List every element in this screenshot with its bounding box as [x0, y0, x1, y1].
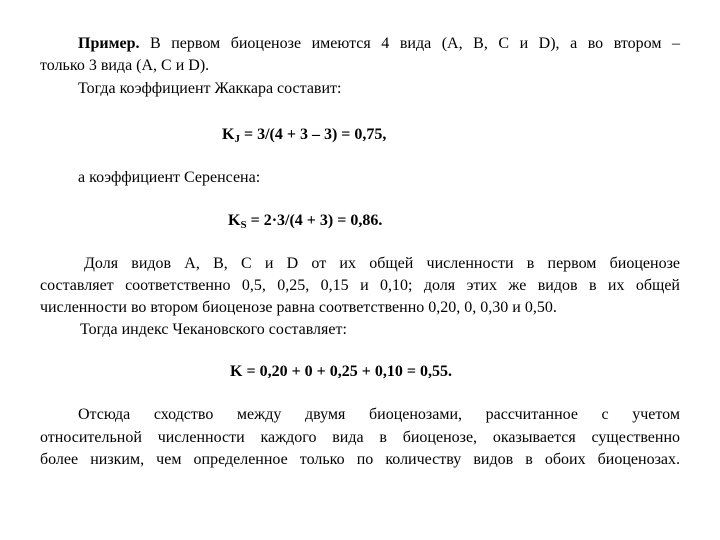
sorensen-intro: а коэффициент Серенсена:: [78, 169, 261, 186]
jaccard-symbol: K: [222, 126, 235, 143]
shares-line-1: Доля видов A, B, C и D от их общей численности в первом биоценозе: [84, 255, 680, 272]
conclusion-line-1: Отсюда сходство между двумя биоценозами, рассчитанное с учетом: [78, 406, 680, 423]
shares-line-3: численности во втором биоценозе равна соответственно 0,20, 0, 0,30 и 0,50.: [40, 299, 557, 316]
jaccard-subscript: J: [234, 133, 240, 145]
conclusion-line-2: относительной численности каждого вида в биоценозе, оказывается существенно: [40, 429, 680, 446]
jaccard-expression: = 3/(4 + 3 – 3) = 0,75,: [239, 126, 387, 143]
sorensen-symbol: K: [228, 212, 241, 229]
example-line-3: Тогда коэффициент Жаккара составит:: [78, 80, 342, 97]
sorensen-expression: = 2·3/(4 + 3) = 0,86.: [246, 212, 383, 229]
conclusion-line-3: более низким, чем определенное только по количеству видов в обоих биоценозах.: [40, 451, 680, 468]
sorensen-formula: [228, 211, 382, 231]
shares-line-2: составляет соответственно 0,5, 0,25, 0,15 и 0,10; доля этих же видов в их общей: [40, 277, 680, 294]
example-label: Пример.: [78, 35, 140, 52]
example-line-1-text: В первом биоценозе имеются 4 вида (A, B, C и D), а во втором –: [150, 35, 681, 52]
czekanowski-formula: K = 0,20 + 0 + 0,25 + 0,10 = 0,55.: [230, 363, 453, 380]
shares-line-4: Тогда индекс Чекановского составляет:: [80, 321, 347, 338]
sorensen-subscript: S: [240, 219, 247, 231]
example-line-2: только 3 вида (A, C и D).: [40, 57, 210, 74]
example-line-1: [78, 34, 680, 54]
jaccard-formula: [222, 125, 386, 145]
